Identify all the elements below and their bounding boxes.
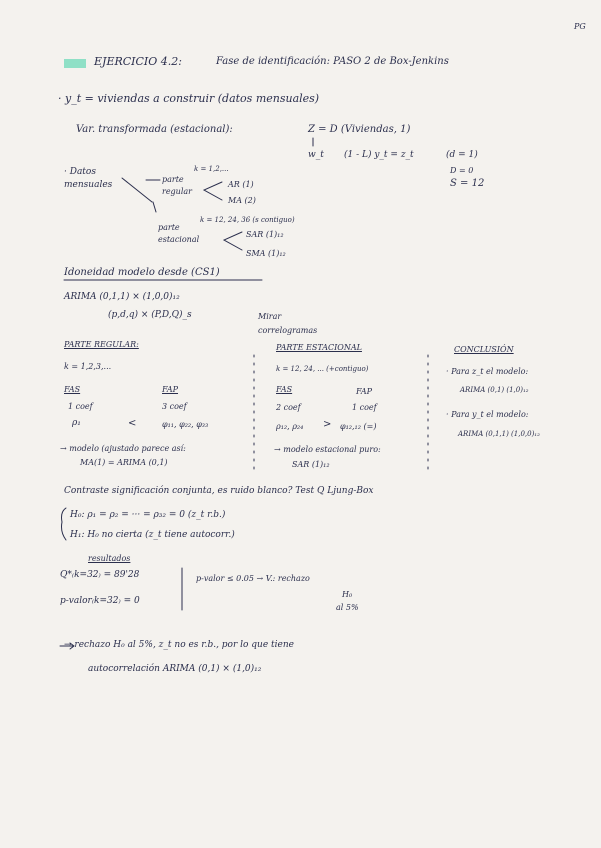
exercise-subtitle: Fase de identificación: PASO 2 de Box-Jenkins: [216, 56, 449, 67]
conclusion-yt-model: ARIMA (0,1,1) (1,0,0)₁₂: [458, 430, 540, 438]
final-arrow: [60, 643, 74, 649]
decision-line-2: H₀: [342, 590, 353, 599]
regular-note-1: → modelo (ajustado parece así:: [60, 444, 186, 453]
sma-term: SMA (1)₁₂: [246, 249, 286, 258]
seasonal-fap: FAP: [356, 387, 373, 396]
regular-k: k = 1,2,3,...: [64, 362, 112, 371]
conclusion-heading: CONCLUSIÓN: [454, 345, 514, 354]
final-line-2: autocorrelación ARIMA (0,1) × (1,0)₁₂: [88, 664, 262, 674]
results-label: resultados: [88, 554, 131, 563]
transform-formula: Z = D (Viviendas, 1): [308, 124, 411, 135]
less-than-sign: <: [128, 418, 137, 429]
seasonal-bracket: [224, 232, 242, 250]
k-regular: k = 1,2,...: [194, 165, 229, 173]
tree-branch-3: [153, 202, 156, 212]
p-value: p-valor₍k=32₎ = 0: [60, 596, 140, 606]
mirar-correlogramas: Mirar correlogramas: [258, 312, 318, 335]
seasonal-note-2: SAR (1)₁₂: [292, 460, 330, 469]
regular-fap: FAP: [162, 385, 179, 394]
conclusion-zt-model: ARIMA (0,1) (1,0)₁₂: [460, 386, 529, 394]
seasonal-coef1: 1 coef: [352, 403, 377, 412]
conclusion-yt: · Para y_t el modelo:: [446, 410, 529, 419]
seasonal-fas: FAS: [276, 385, 293, 394]
seasonal-heading: PARTE ESTACIONAL: [276, 343, 362, 352]
regular-rho: ρ₁: [72, 418, 81, 428]
regular-fas: FAS: [64, 385, 81, 394]
seasonal-part-label: parte estacional: [158, 223, 200, 244]
regular-part-label: parte regular: [162, 175, 192, 196]
series-definition: · y_t = viviendas a construir (datos mensuales): [58, 92, 320, 105]
greater-than-sign: >: [323, 419, 332, 430]
arima-model: ARIMA (0,1,1) × (1,0,0)₁₂: [64, 292, 180, 302]
seasonal-coef2: 2 coef: [276, 403, 301, 412]
regular-coef3: 3 coef: [162, 402, 187, 411]
conclusion-zt: · Para z_t el modelo:: [446, 367, 529, 376]
regular-heading: PARTE REGULAR:: [64, 340, 139, 349]
wt-formula: (1 - L) y_t = z_t: [344, 150, 414, 160]
regular-note-2: MA(1) = ARIMA (0,1): [80, 458, 168, 467]
ar-term: AR (1): [228, 180, 254, 189]
seasonal-phi: φ₁₂,₁₂ (=): [340, 422, 377, 431]
hypotheses-brace: [62, 508, 67, 540]
general-notation: (p,d,q) × (P,D,Q)_s: [108, 310, 192, 320]
tree-root: · Datos mensuales: [64, 167, 113, 190]
q-statistic: Q*₍k=32₎ = 89'28: [60, 570, 140, 580]
regular-coef1: 1 coef: [68, 402, 93, 411]
page-number: PG: [574, 22, 586, 31]
final-line-1: → rechazo H₀ al 5%, z_t no es r.b., por lo que tiene: [64, 640, 294, 650]
seasonal-period: S = 12: [450, 178, 485, 189]
regular-bracket: [204, 182, 222, 200]
k-seasonal: k = 12, 24, 36 (s contiguo): [200, 216, 295, 224]
regular-phis: φ₁₁, φ₂₂, φ₃₃: [162, 420, 209, 429]
test-heading: Contraste significación conjunta, es ruido blanco? Test Q Ljung-Box: [64, 486, 374, 496]
seasonal-D: D = 0: [450, 166, 474, 175]
seasonal-k: k = 12, 24, ... (+contiguo): [276, 365, 369, 373]
seasonal-rhos: ρ₁₂, ρ₂₄: [276, 422, 304, 431]
alt-hypothesis: H₁: H₀ no cierta (z_t tiene autocorr.): [70, 530, 235, 540]
null-hypothesis: H₀: ρ₁ = ρ₂ = ··· = ρ₃₂ = 0 (z_t r.b.): [70, 510, 226, 520]
tree-branch-1: [122, 178, 152, 202]
sar-term: SAR (1)₁₂: [246, 230, 284, 239]
seasonal-note-1: → modelo estacional puro:: [274, 445, 381, 454]
exercise-title: EJERCICIO 4.2:: [94, 55, 182, 68]
decision-line-3: al 5%: [336, 603, 359, 612]
d-order: (d = 1): [446, 150, 478, 160]
decision-line-1: p-valor ≤ 0.05 → V.: rechazo: [196, 574, 310, 583]
ma-term: MA (2): [228, 196, 256, 205]
wt-label: w_t: [308, 150, 324, 160]
transform-label: Var. transformada (estacional):: [76, 124, 233, 135]
ideal-model-heading: Idoneidad modelo desde (CS1): [64, 267, 220, 278]
